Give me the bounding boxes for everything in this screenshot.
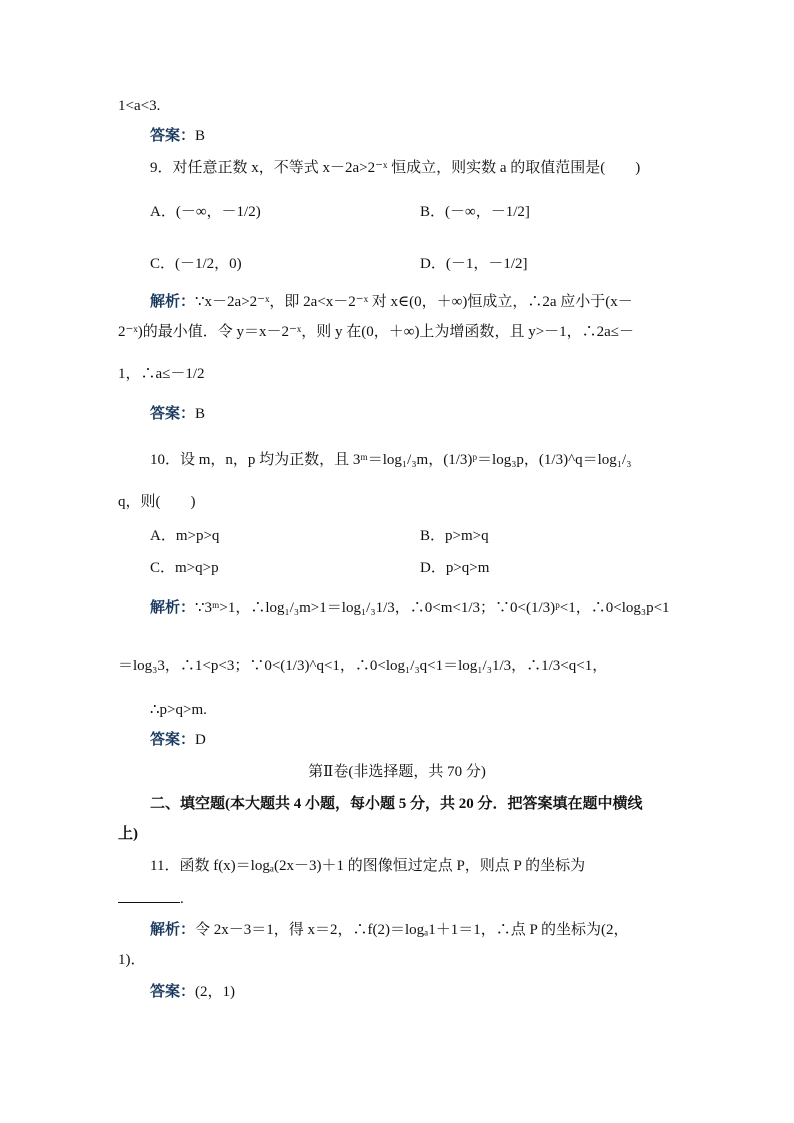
solution-10-line-2: ＝log₃3，∴1<p<3；∵0<(1/3)^q<1，∴0<log₁/₃q<1＝log₁/₃1/3，∴1/3<q<1， [118, 658, 608, 674]
option-10d: D．p>q>m [420, 560, 490, 576]
question-10-line-1: 10．设 m，n，p 均为正数，且 3ᵐ＝log₁/₃m，(1/3)ᵖ＝log₃p，(1/3)^q＝log₁/₃ [150, 452, 632, 468]
solution-9-line-3: 1，∴a≤－1/2 [118, 366, 205, 382]
solution-9-line-2: 2⁻ˣ)的最小值．令 y＝x－2⁻ˣ，则 y 在(0，＋∞)上为增函数，且 y>－1，∴2a≤－ [118, 324, 635, 340]
solution-text: ∵3ᵐ>1，∴log₁/₃m>1＝log₁/₃1/3，∴0<m<1/3；∵0<(1/3)ᵖ<1，∴0<log₃p<1 [195, 600, 670, 616]
option-9a: A．(－∞，－1/2) [150, 204, 261, 220]
answer-11 [150, 982, 235, 1002]
option-10b: B．p>m>q [420, 528, 489, 544]
part-2-heading-line-1: 二、填空题(本大题共 4 小题，每小题 5 分，共 20 分．把答案填在题中横线 [150, 796, 643, 812]
option-9b: B．(－∞，－1/2] [420, 204, 530, 220]
answer-blank [118, 888, 180, 903]
answer-10 [150, 730, 206, 750]
answer-8 [150, 126, 205, 146]
question-11-line-2 [118, 888, 184, 909]
text-line: 1<a<3. [118, 98, 161, 114]
question-9: 9．对任意正数 x，不等式 x－2a>2⁻ˣ 恒成立，则实数 a 的取值范围是( ) [150, 160, 641, 176]
question-10-line-2: q，则( ) [118, 494, 196, 510]
solution-11-line-2: 1)． [118, 952, 146, 968]
answer-9 [150, 404, 205, 424]
solution-text: 令 2x－3＝1，得 x＝2，∴f(2)＝logₐ1＋1＝1，∴点 P 的坐标为(2， [195, 922, 629, 938]
solution-label: 解析： [150, 294, 196, 310]
part-2-heading-line-2: 上) [118, 826, 138, 842]
answer-label: 答案： [150, 732, 196, 748]
question-11-line-1: 11．函数 f(x)＝logₐ(2x－3)＋1 的图像恒过定点 P，则点 P 的坐标为 [150, 858, 586, 874]
solution-10-line-3: ∴p>q>m. [150, 702, 207, 718]
solution-9-line-1 [150, 292, 633, 312]
solution-11-line-1 [150, 920, 629, 940]
answer-label: 答案： [150, 984, 196, 1000]
solution-label: 解析： [150, 922, 196, 938]
answer-label: 答案： [150, 128, 196, 144]
answer-value: D [195, 732, 206, 748]
answer-value: B [195, 128, 206, 144]
period: . [180, 891, 184, 907]
solution-label: 解析： [150, 600, 196, 616]
solution-text: ∵x－2a>2⁻ˣ，即 2a<x－2⁻ˣ 对 x∈(0，＋∞)恒成立，∴2a 应小于(x－ [195, 294, 633, 310]
option-9c: C．(－1/2，0) [150, 256, 242, 272]
solution-10-line-1 [150, 598, 670, 618]
option-10c: C．m>q>p [150, 560, 219, 576]
option-10a: A．m>p>q [150, 528, 220, 544]
answer-value: B [195, 406, 206, 422]
option-9d: D．(－1，－1/2] [420, 256, 528, 272]
answer-value: (2，1) [195, 984, 236, 1000]
section-title: 第Ⅱ卷(非选择题，共 70 分) [308, 764, 486, 780]
answer-label: 答案： [150, 406, 196, 422]
